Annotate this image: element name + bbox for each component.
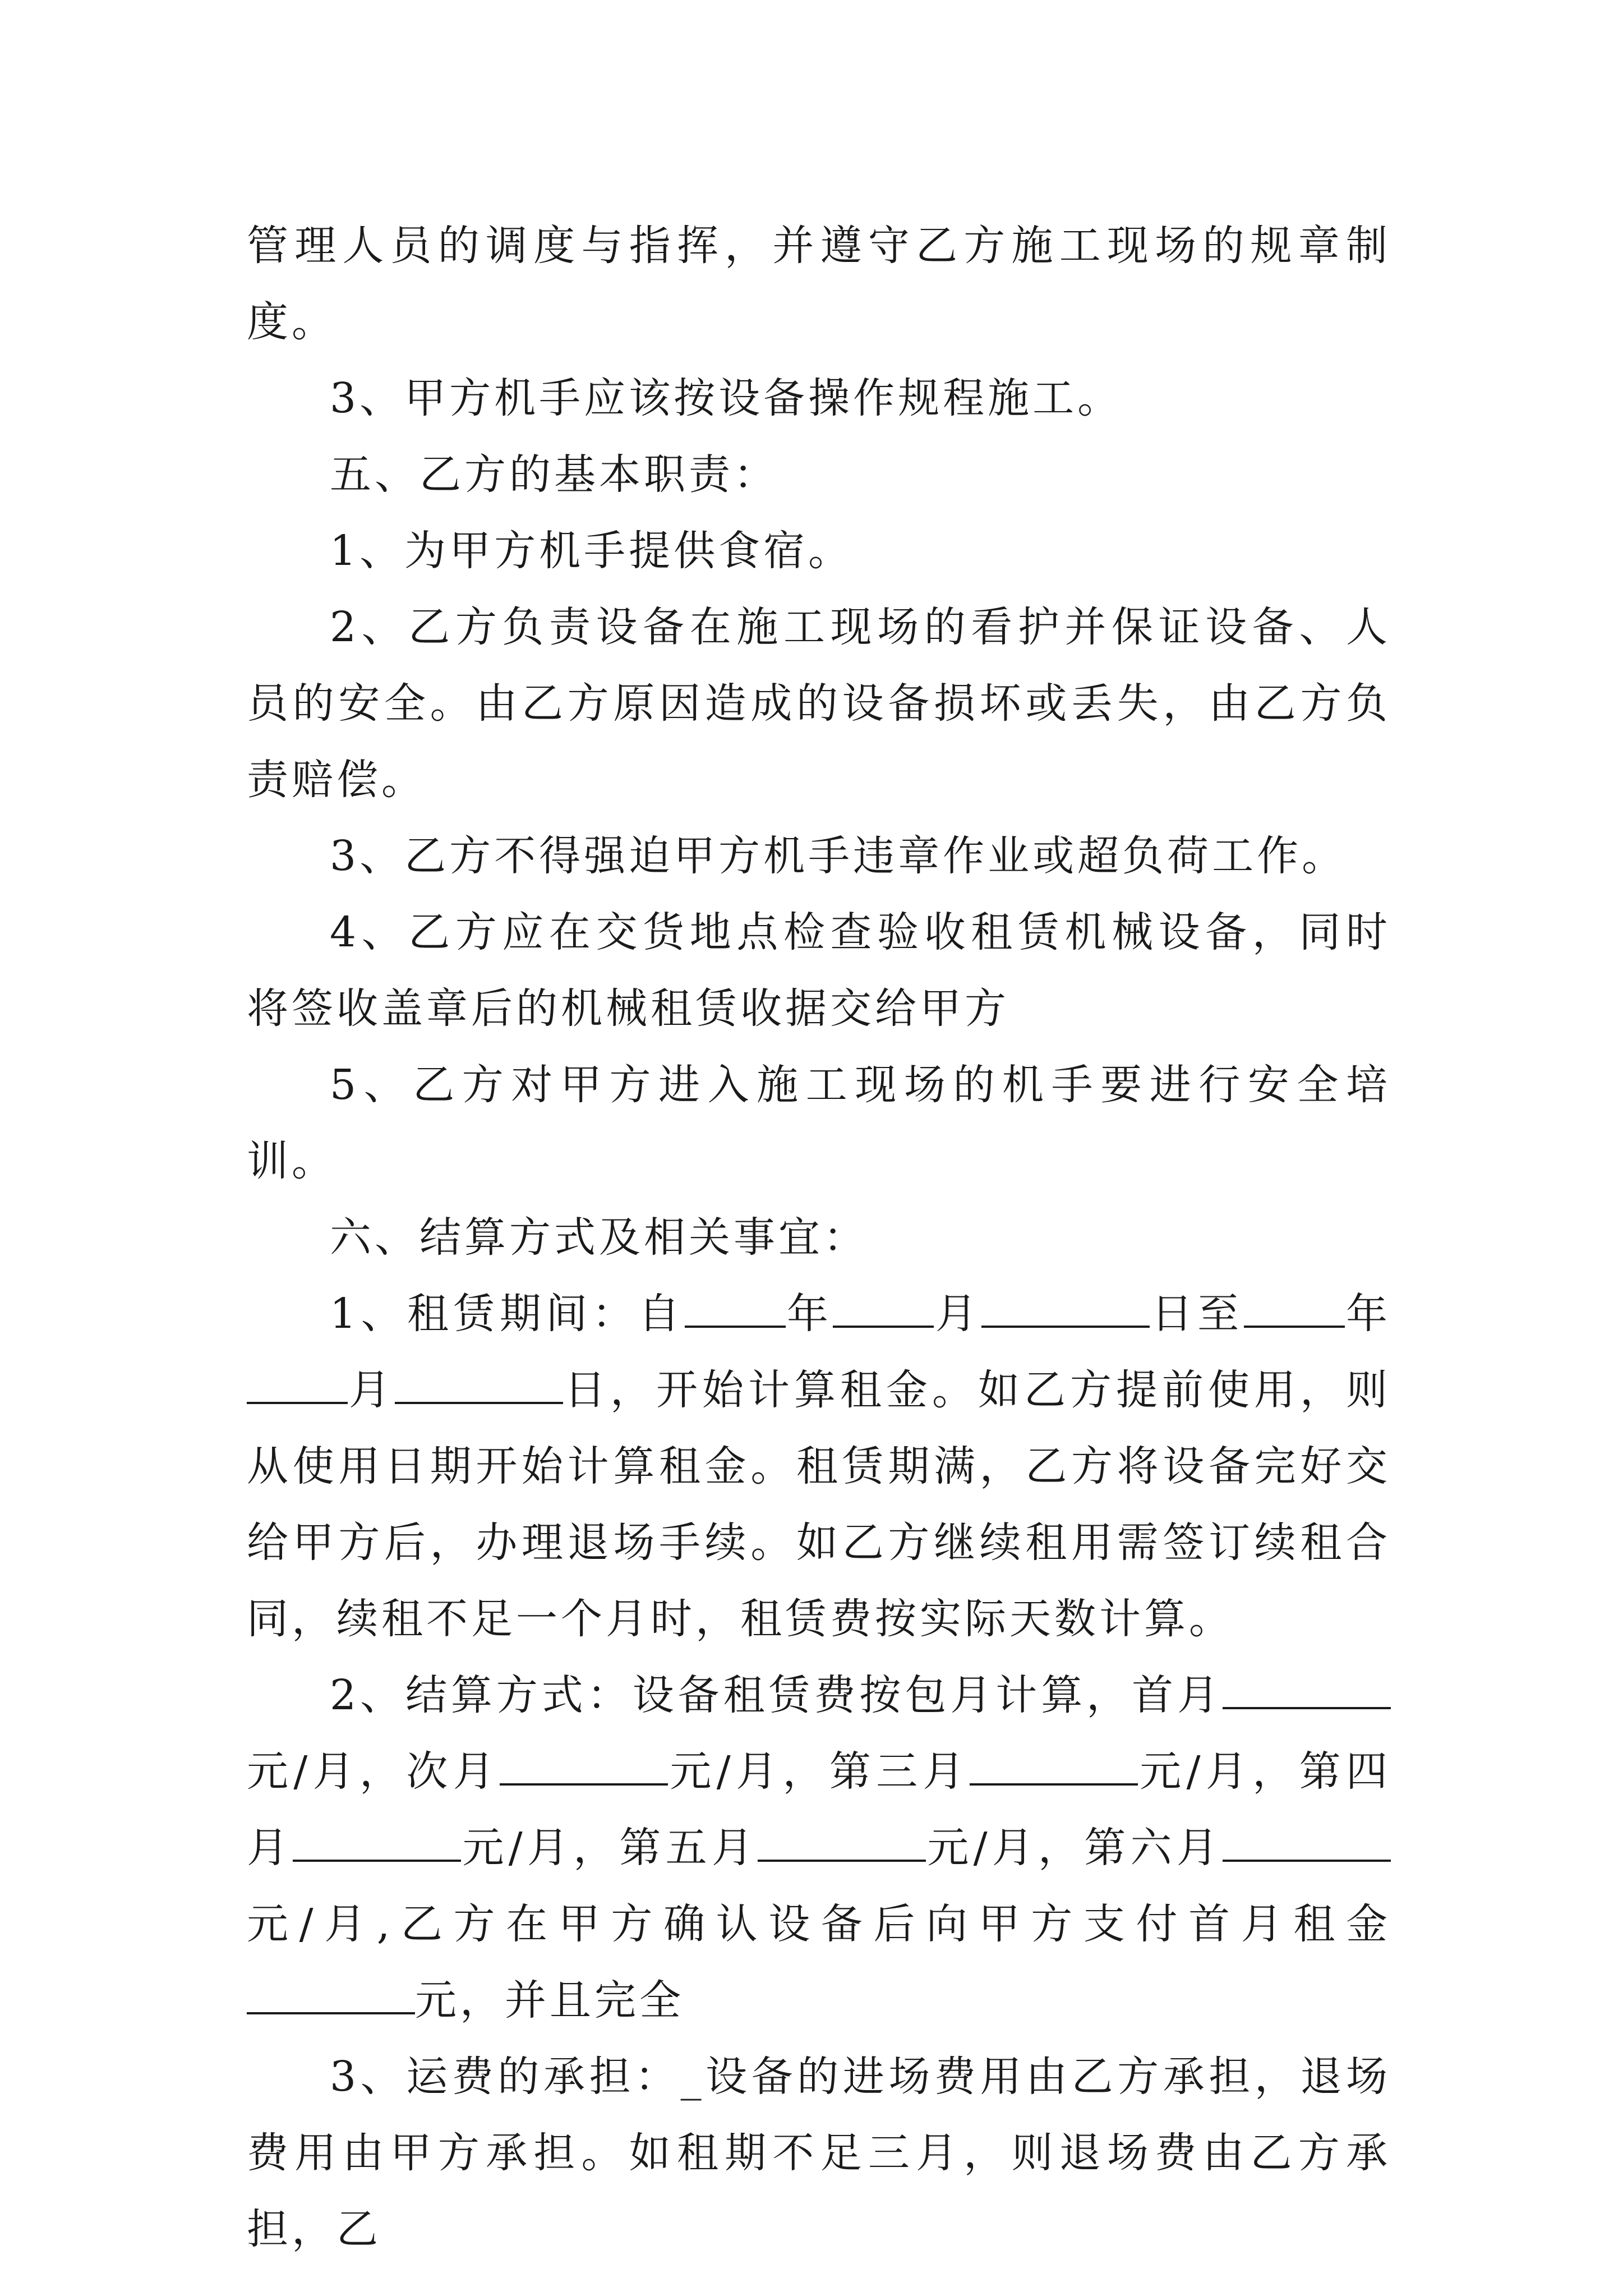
- payment-text-h: 元，并且完全: [415, 1976, 684, 2024]
- blank-month-3-fee: [970, 1744, 1138, 1786]
- section-heading-settlement: 六、结算方式及相关事宜：: [330, 1213, 868, 1262]
- paragraph-lessee-item-2: 2、乙方负责设备在施工现场的看护并保证设备、人员的安全。由乙方原因造成的设备损坏或丢失，由乙方负责赔偿。: [247, 603, 1391, 804]
- paragraph-lessee-item-3: 3、乙方不得强迫甲方机手违章作业或超负荷工作。: [330, 832, 1347, 880]
- lease-text-e: 年: [1344, 1290, 1391, 1338]
- blank-start-month: [833, 1286, 934, 1328]
- blank-end-day: [395, 1363, 563, 1404]
- paragraph-freight: 3、运费的承担：_设备的进场费用由乙方承担，退场费用由甲方承担。如租期不足三月，则退场费由乙方承担，乙: [247, 2053, 1391, 2253]
- blank-end-month: [247, 1363, 348, 1404]
- document-body: [247, 208, 1391, 2267]
- lease-text-d: 日至: [1150, 1290, 1244, 1338]
- blank-first-month-rent: [247, 1973, 415, 2014]
- lease-text-c: 月: [934, 1290, 982, 1338]
- paragraph-lease-period: [247, 1276, 1391, 1657]
- blank-month-4-fee: [293, 1820, 461, 1862]
- paragraph-lessee-item-5: 5、乙方对甲方进入施工现场的机手要进行安全培训。: [247, 1061, 1391, 1185]
- paragraph-lessee-item-1: 1、为甲方机手提供食宿。: [330, 527, 854, 575]
- blank-month-6-fee: [1223, 1820, 1391, 1862]
- payment-text-d: 元/月，第四月: [247, 1747, 1391, 1872]
- lease-text-g: 日，开始计算租金。如乙方提前使用，则从使用日期开始计算租金。租赁期满，乙方将设备完好交给甲方后，办理退场手续。如乙方继续租用需签订续租合同，续租不足一个月时，租赁费按实际天数计算。: [247, 1366, 1391, 1643]
- section-heading-lessee-duties: 五、乙方的基本职责：: [330, 450, 778, 499]
- paragraph-lessee-item-4: 4、乙方应在交货地点检查验收租赁机械设备，同时将签收盖章后的机械租赁收据交给甲方: [247, 908, 1391, 1033]
- payment-text-c: 元/月，第三月: [668, 1747, 970, 1796]
- blank-start-day: [981, 1286, 1150, 1328]
- lease-text-b: 年: [785, 1290, 833, 1338]
- blank-month-2-fee: [500, 1744, 668, 1786]
- payment-text-f: 元/月，第六月: [926, 1824, 1223, 1872]
- lease-text-f: 月: [348, 1366, 395, 1414]
- paragraph-payment-method: [247, 1657, 1391, 2039]
- blank-start-year: [685, 1286, 786, 1328]
- blank-month-5-fee: [758, 1820, 926, 1862]
- blank-month-1-fee: [1223, 1668, 1391, 1709]
- blank-end-year: [1244, 1286, 1345, 1328]
- paragraph-lessor-item-3: 3、甲方机手应该按设备操作规程施工。: [330, 374, 1123, 422]
- paragraph-continuation: 管理人员的调度与指挥，并遵守乙方施工现场的规章制度。: [247, 222, 1391, 346]
- payment-text-a: 2、结算方式：设备租赁费按包月计算，首月: [330, 1671, 1223, 1719]
- payment-text-g: 元/月,乙方在甲方确认设备后向甲方支付首月租金: [247, 1900, 1391, 1948]
- payment-text-e: 元/月，第五月: [461, 1824, 758, 1872]
- lease-text-a: 1、租赁期间：自: [330, 1290, 685, 1338]
- payment-text-b: 元/月，次月: [247, 1747, 500, 1796]
